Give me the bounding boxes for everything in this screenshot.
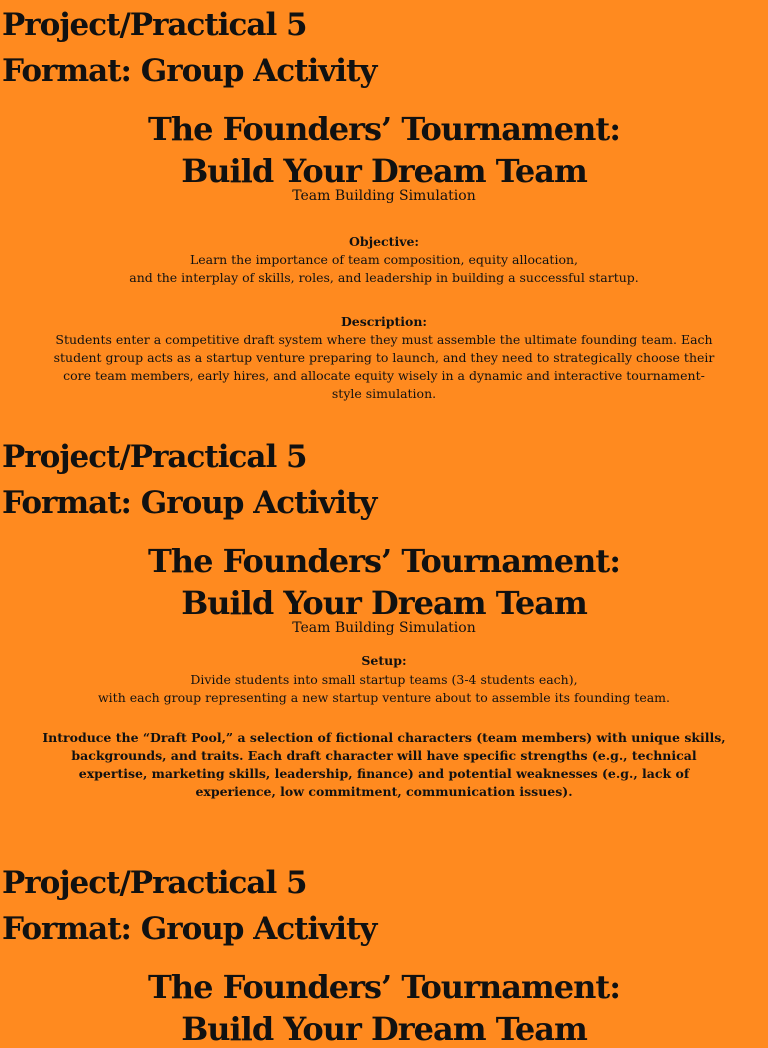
subtitle: Team Building Simulation [292,620,476,636]
description-text: Students enter a competitive draft system where they must assemble the ultimate founding team. Each student group acts as a startup venture preparing to launch, and they need to strategically choose their core team members, early hires, and allocate equity wisely in a dynamic and interactive tournament-style simulation. [53,332,715,401]
setup-label: Setup: [361,653,407,668]
title-line-2: Build Your Dream Team [181,152,587,190]
subtitle: Team Building Simulation [292,188,476,204]
project-heading: Project/Practical 5 [2,7,307,43]
draft-pool-text: Introduce the “Draft Pool,” a selection of fictional characters (team members) with unique skills, backgrounds, and traits. Each draft character will have specific strengths (e.g., technical expertise, marketing skills, leadership, finance) and potential weaknesses (e.g., lack of experience, low commitment, communication issues). [42,730,726,799]
format-heading: Format: Group Activity [2,53,377,89]
setup-line-1: Divide students into small startup teams (3-4 students each), [190,672,578,687]
title-line-1: The Founders’ Tournament: [148,110,620,148]
objective-line-1: Learn the importance of team composition, equity allocation, [189,252,579,267]
project-heading: Project/Practical 5 [2,865,307,901]
format-heading: Format: Group Activity [2,485,377,521]
objective-label: Objective: [348,234,420,249]
format-heading: Format: Group Activity [2,911,377,947]
setup-line-2: with each group representing a new startup venture about to assemble its founding team. [97,690,671,705]
title-line-1: The Founders’ Tournament: [148,542,620,580]
title-line-1: The Founders’ Tournament: [148,968,620,1006]
title-line-2: Build Your Dream Team [181,584,587,622]
title-line-2: Build Your Dream Team [181,1010,587,1048]
description-label: Description: [340,314,428,329]
objective-line-2: and the interplay of skills, roles, and leadership in building a successful startup. [129,270,639,285]
project-heading: Project/Practical 5 [2,439,307,475]
